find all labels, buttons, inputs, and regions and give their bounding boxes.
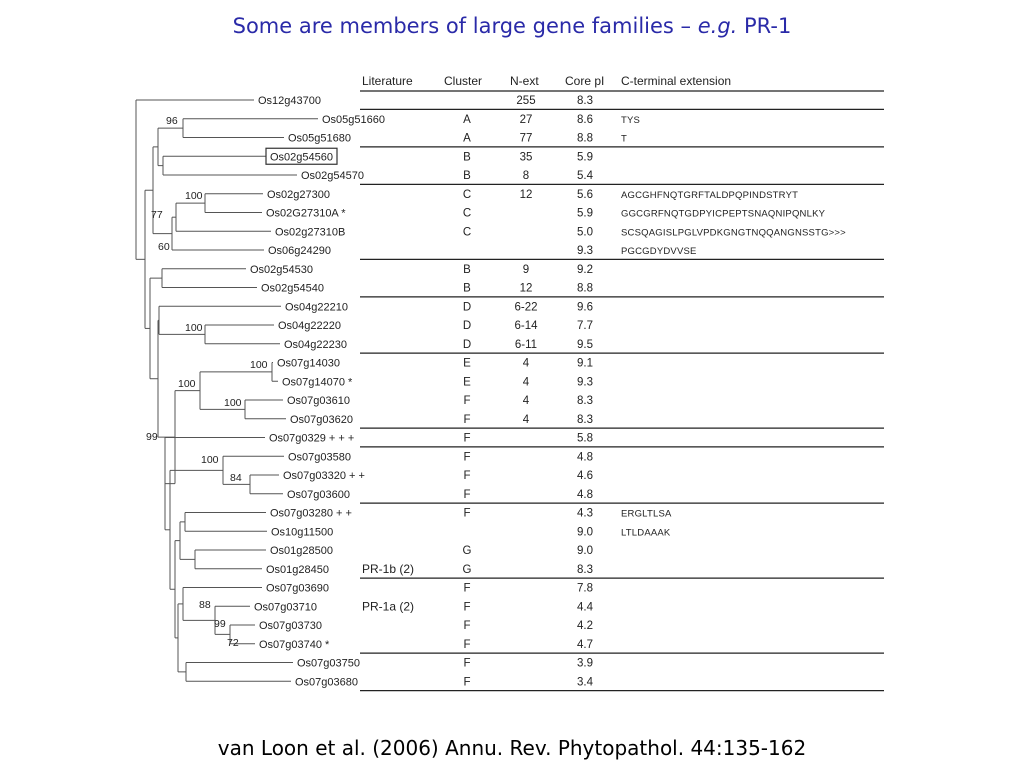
cluster-cell: F [463,601,471,614]
n-ext-cell: 4 [522,376,530,389]
cluster-cell: D [462,320,472,332]
n-ext-cell: 6-11 [514,338,538,351]
core-pi-cell: 4.7 [577,638,593,651]
n-ext-cell: 12 [519,282,533,295]
gene-label: Os07g14030 [277,357,340,370]
gene-label: Os07g03580 [288,451,351,464]
gene-label: Os07g03710 [254,601,317,614]
gene-label: Os02g54540 [261,282,324,295]
n-ext-cell: 77 [519,132,533,145]
table-row [270,151,593,163]
core-pi-cell: 8.3 [577,395,593,407]
n-ext-cell: 27 [519,113,533,126]
bootstrap-value: 100 [201,454,219,466]
gene-label: Os07g03610 [287,395,350,407]
n-ext-cell: 6-22 [514,301,538,314]
table-row [270,508,672,520]
table-row [259,620,593,632]
c-terminal-cell: GGCGRFNQTGDPYICPEPTSNAQNIPQNLKY [621,208,826,220]
core-pi-cell: 4.2 [577,620,593,632]
cluster-cell: F [463,451,471,464]
n-ext-cell: 4 [522,395,530,407]
c-terminal-cell: ERGLTLSA [621,508,672,520]
table-row [250,264,593,276]
core-pi-cell: 9.5 [577,338,593,351]
gene-label: Os06g24290 [268,245,331,257]
table-row [284,339,593,351]
c-terminal-cell: T [621,133,628,145]
bootstrap-value: 60 [158,241,170,253]
core-pi-cell: 5.4 [577,170,593,182]
gene-label: Os07g03740 * [259,638,330,651]
cluster-cell: F [463,432,471,445]
core-pi-cell: 9.3 [577,245,593,257]
table-row [283,470,593,482]
cluster-cell: C [462,226,472,239]
gene-label: Os02g54530 [250,263,313,276]
bootstrap-value: 100 [185,322,203,334]
title-suffix: PR-1 [737,14,792,38]
gene-label: Os07g03280 + + [270,507,352,520]
gene-label: Os07g03600 [287,488,350,501]
gene-label: Os04g22230 [284,338,347,351]
core-pi-cell: 8.3 [577,95,593,107]
cluster-cell: F [463,657,471,670]
table-row [322,114,640,126]
bootstrap-value: 96 [166,115,178,127]
gene-label: Os04g22220 [278,320,341,332]
bootstrap-value: 99 [146,431,158,443]
cluster-cell: F [463,395,471,407]
gene-label: Os02g27310B [275,226,346,239]
table-row [267,189,798,201]
cluster-cell: A [463,113,471,126]
citation: van Loon et al. (2006) Annu. Rev. Phytopathol. 44:135-162 [217,736,807,760]
bootstrap-value: 100 [250,359,268,371]
c-terminal-cell: PGCGDYDVVSE [621,246,697,257]
core-pi-cell: 9.3 [577,376,593,389]
cluster-cell: F [463,676,471,689]
cluster-cell: B [463,282,471,295]
cluster-cell: F [463,638,471,651]
table-row [282,376,593,388]
bootstrap-value: 84 [230,472,242,484]
core-pi-cell: 5.6 [577,188,593,201]
cluster-cell: G [462,545,472,557]
cluster-cell: F [463,470,471,482]
bootstrap-value: 99 [214,618,226,630]
gene-label: Os01g28500 [270,545,333,557]
core-pi-cell: 9.2 [577,263,593,276]
cluster-cell: E [463,376,471,389]
c-terminal-cell: LTLDAAAK [621,527,671,539]
literature-labels [362,562,414,614]
c-terminal-cell: TYS [621,114,641,126]
n-ext-cell: 9 [522,263,530,276]
gene-label: Os04g22210 [285,301,348,314]
table-row [270,545,593,557]
bootstrap-value: 100 [224,397,242,409]
bootstrap-value: 88 [199,599,211,611]
gene-label: Os07g03320 + + [283,470,365,482]
core-pi-cell: 7.7 [577,320,593,332]
table-row [278,320,593,332]
core-pi-cell: 5.9 [577,151,593,164]
table-row [268,245,697,257]
core-pi-cell: 8.8 [577,282,593,295]
gene-label: Os07g03620 [290,413,353,426]
table-row [287,489,593,501]
gene-label: Os10g11500 [271,526,334,539]
gene-label: Os07g14070 * [282,376,353,389]
cluster-cell: B [463,151,471,164]
table-row [287,395,593,407]
core-pi-cell: 9.0 [577,545,593,557]
cluster-cell: F [463,488,471,501]
core-pi-cell: 8.3 [577,413,593,426]
table-row [290,414,593,426]
cluster-cell: F [463,620,471,632]
table-row [269,433,593,445]
gene-label: Os02g27300 [267,188,330,201]
core-pi-cell: 7.8 [577,582,593,595]
table-row [288,451,593,463]
n-ext-cell: 6-14 [514,320,538,332]
gene-label: Os07g03680 [295,676,358,689]
cluster-cell: C [462,207,472,220]
table-row [258,95,593,107]
n-ext-cell: 255 [516,95,536,107]
core-pi-cell: 3.4 [577,676,593,689]
core-pi-cell: 4.6 [577,470,593,482]
core-pi-cell: 9.1 [577,357,593,370]
core-pi-cell: 5.8 [577,432,593,445]
core-pi-cell: 4.8 [577,488,593,501]
cluster-cell: D [462,338,472,351]
n-ext-cell: 12 [519,188,533,201]
cluster-cell: F [463,413,471,426]
table-row [254,601,594,613]
cluster-cell: E [463,357,471,370]
core-pi-cell: 4.8 [577,451,593,464]
table-row [277,358,593,370]
cluster-cell: G [462,563,472,576]
gene-label: Os02G27310A * [266,207,346,220]
title-eg: e.g. [697,14,738,38]
table-row [266,561,593,576]
literature-label: PR-1b (2) [362,561,415,576]
table-row [295,676,594,688]
table-row [266,208,826,220]
n-ext-cell: 35 [519,151,533,164]
gene-label: Os02g54570 [301,170,364,182]
bootstrap-value: 77 [151,209,163,221]
core-pi-cell: 4.4 [577,601,593,614]
gene-label: Os01g28450 [266,563,329,576]
gene-label: Os07g03750 [297,657,360,670]
cluster-cell: D [462,301,472,314]
bootstrap-value: 100 [185,190,203,202]
gene-label: Os07g03690 [266,582,329,595]
title-prefix: Some are members of large gene families – [232,14,698,38]
gene-label: Os07g0329 + + + [269,432,355,445]
table-row [288,133,627,145]
core-pi-cell: 3.9 [577,657,593,670]
bootstrap-value: 100 [178,378,196,390]
cluster-cell: F [463,582,471,595]
cluster-cell: B [463,170,471,182]
gene-label: Os12g43700 [258,95,321,107]
n-ext-cell: 4 [522,413,530,426]
table-row [285,301,593,313]
table-headers [362,74,731,88]
table-row [301,170,594,182]
c-terminal-cell: AGCGHFNQTGRFTALDPQPINDSTRYT [621,189,799,201]
c-terminal-cell: SCSQAGISLPGLVPDKGNGTNQQANGNSSTG>>> [621,227,846,239]
n-ext-cell: 4 [522,357,530,370]
gene-label: Os02g54560 [270,151,333,164]
row-separators [360,91,884,691]
bootstrap-value: 72 [227,637,239,649]
cluster-cell: B [463,263,471,276]
core-pi-cell: 9.0 [577,526,593,539]
core-pi-cell: 9.6 [577,301,593,314]
n-ext-cell: 8 [522,170,530,182]
core-pi-cell: 8.3 [577,563,593,576]
header-core-pi: Core pI [565,74,605,88]
header-c-terminal: C-terminal extension [621,74,732,88]
table-row [261,283,593,295]
table-row [266,583,593,595]
core-pi-cell: 5.0 [577,226,593,239]
table-row [275,226,846,238]
header-literature: Literature [362,74,413,88]
gene-label: Os07g03730 [259,620,322,632]
header-cluster: Cluster [444,74,483,88]
gene-label: Os05g51660 [322,113,385,126]
table-row [271,526,671,538]
gene-label: Os05g51680 [288,132,351,145]
core-pi-cell: 8.8 [577,132,593,145]
literature-label: PR-1a (2) [362,599,415,614]
table-row [297,658,593,670]
core-pi-cell: 5.9 [577,207,593,220]
cluster-cell: A [463,132,471,145]
core-pi-cell: 4.3 [577,507,593,520]
cluster-cell: F [463,507,471,520]
cluster-cell: C [462,188,472,201]
header-n-ext: N-ext [510,74,539,88]
core-pi-cell: 8.6 [577,113,593,126]
table-row [259,639,593,651]
